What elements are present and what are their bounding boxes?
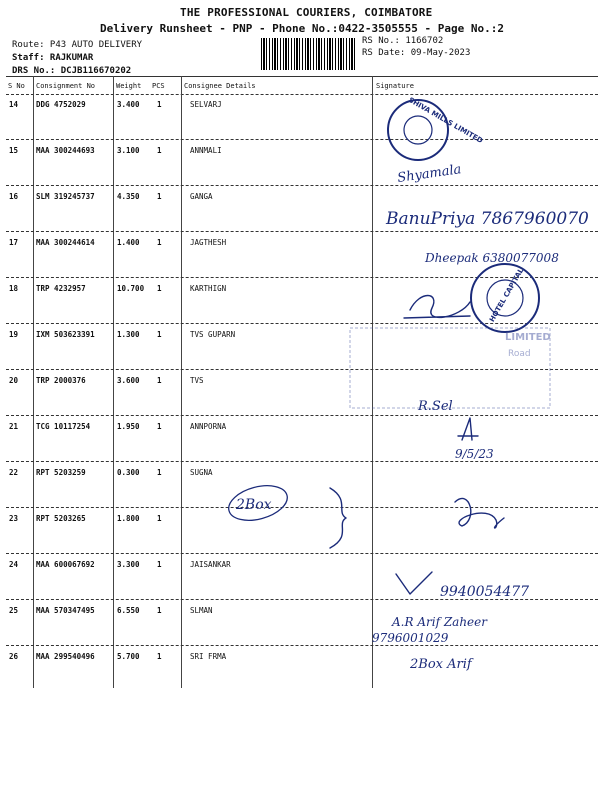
row-rule — [6, 231, 598, 232]
rs-date: RS Date: 09-May-2023 — [362, 48, 471, 58]
row-rule — [6, 415, 598, 416]
handwritten-signature: A.R Arif Zaheer — [392, 615, 487, 629]
row-weight: 10.700 — [117, 284, 145, 293]
row-consignee: JAGTHESH — [190, 238, 227, 247]
row-consignee: TVS — [190, 376, 204, 385]
col-consignee: Consignee Details — [184, 82, 256, 90]
row-consignment: TCG 10117254 — [36, 422, 91, 431]
row-consignee: SELVARJ — [190, 100, 222, 109]
drs-number: DRS No.: DCJB116670202 — [12, 66, 132, 76]
stamp-text: Road — [508, 349, 531, 359]
row-consignment: IXM 503623391 — [36, 330, 95, 339]
row-pcs: 1 — [157, 606, 162, 615]
row-consignment: MAA 300244693 — [36, 146, 95, 155]
row-consignee: ANNPORNA — [190, 422, 227, 431]
handwritten-phone: 9940054477 — [440, 584, 530, 600]
row-rule — [6, 323, 598, 324]
row-consignment: MAA 570347495 — [36, 606, 95, 615]
runsheet-subtitle: Delivery Runsheet - PNP - Phone No.:0422-3505555 - Page No.:2 — [100, 22, 504, 35]
row-sno: 22 — [9, 468, 19, 477]
row-consignee: KARTHIGN — [190, 284, 227, 293]
row-pcs: 1 — [157, 468, 162, 477]
row-sno: 24 — [9, 560, 19, 569]
handwritten-note: 2Box — [236, 497, 272, 513]
handwritten-signature: BanuPriya 7867960070 — [386, 209, 589, 229]
stamp-text: LIMITED — [505, 332, 551, 343]
row-weight: 4.350 — [117, 192, 140, 201]
handwritten-phone: 9796001029 — [372, 631, 449, 645]
row-sno: 17 — [9, 238, 19, 247]
row-weight: 0.300 — [117, 468, 140, 477]
row-weight: 1.300 — [117, 330, 140, 339]
row-consignment: MAA 600067692 — [36, 560, 95, 569]
row-rule — [6, 461, 598, 462]
rs-number: RS No.: 1166702 — [362, 36, 444, 46]
row-rule — [6, 139, 598, 140]
row-weight: 1.950 — [117, 422, 140, 431]
row-pcs: 1 — [157, 100, 162, 109]
col-signature: Signature — [376, 82, 414, 90]
row-consignment: MAA 300244614 — [36, 238, 95, 247]
row-pcs: 1 — [157, 146, 162, 155]
row-pcs: 1 — [157, 560, 162, 569]
row-consignee: SUGNA — [190, 468, 213, 477]
staff-label: Staff: RAJKUMAR — [12, 53, 94, 63]
row-consignment: RPT 5203265 — [36, 514, 86, 523]
row-consignment: TRP 4232957 — [36, 284, 86, 293]
table-row — [0, 652, 600, 698]
row-weight: 3.300 — [117, 560, 140, 569]
row-pcs: 1 — [157, 192, 162, 201]
row-rule — [6, 369, 598, 370]
handwritten-note: 2Box Arif — [410, 657, 472, 672]
row-consignee: JAISANKAR — [190, 560, 231, 569]
route-label: Route: P43 AUTO DELIVERY — [12, 40, 143, 50]
row-pcs: 1 — [157, 284, 162, 293]
header-bottom-rule — [6, 94, 598, 95]
row-weight: 6.550 — [117, 606, 140, 615]
row-pcs: 1 — [157, 330, 162, 339]
row-sno: 21 — [9, 422, 19, 431]
row-consignee: SLMAN — [190, 606, 213, 615]
col-consignment: Consignment No — [36, 82, 96, 90]
row-weight: 1.400 — [117, 238, 140, 247]
row-consignment: RPT 5203259 — [36, 468, 86, 477]
row-weight: 1.800 — [117, 514, 140, 523]
handwritten-signature: Shyamala — [396, 162, 463, 186]
row-sno: 19 — [9, 330, 19, 339]
handwritten-date: 9/5/23 — [455, 447, 494, 461]
row-rule — [6, 507, 598, 508]
stamp-text: SHIVA MILLS LIMITED — [407, 95, 485, 146]
row-consignee: SRI FRMA — [190, 652, 227, 661]
row-rule — [6, 553, 598, 554]
row-consignee: GANGA — [190, 192, 213, 201]
row-consignee: ANNMALI — [190, 146, 222, 155]
row-sno: 23 — [9, 514, 19, 523]
row-pcs: 1 — [157, 514, 162, 523]
row-consignment: DDG 4752029 — [36, 100, 86, 109]
row-weight: 3.100 — [117, 146, 140, 155]
row-sno: 16 — [9, 192, 19, 201]
row-rule — [6, 277, 598, 278]
row-consignment: SLM 319245737 — [36, 192, 95, 201]
row-rule — [6, 185, 598, 186]
row-consignee: TVS GUPARN — [190, 330, 236, 339]
header-top-rule — [6, 76, 598, 77]
row-sno: 18 — [9, 284, 19, 293]
row-rule — [6, 645, 598, 646]
row-pcs: 1 — [157, 422, 162, 431]
row-sno: 14 — [9, 100, 19, 109]
row-weight: 3.400 — [117, 100, 140, 109]
row-weight: 3.600 — [117, 376, 140, 385]
col-sno: S No — [8, 82, 25, 90]
row-pcs: 1 — [157, 652, 162, 661]
barcode — [261, 38, 357, 70]
row-sno: 26 — [9, 652, 19, 661]
handwritten-signature: R.Sel — [418, 399, 453, 414]
row-consignment: TRP 2000376 — [36, 376, 86, 385]
handwritten-signature: Dheepak 6380077008 — [425, 251, 559, 265]
row-sno: 20 — [9, 376, 19, 385]
row-sno: 15 — [9, 146, 19, 155]
row-weight: 5.700 — [117, 652, 140, 661]
row-consignment: MAA 299540496 — [36, 652, 95, 661]
row-sno: 25 — [9, 606, 19, 615]
row-pcs: 1 — [157, 376, 162, 385]
stamp-text: HOTEL CAPITAL — [488, 266, 526, 324]
company-title: THE PROFESSIONAL COURIERS, COIMBATORE — [180, 6, 433, 19]
col-weight: Weight — [116, 82, 142, 90]
col-pcs: PCS — [152, 82, 165, 90]
row-rule — [6, 599, 598, 600]
row-pcs: 1 — [157, 238, 162, 247]
